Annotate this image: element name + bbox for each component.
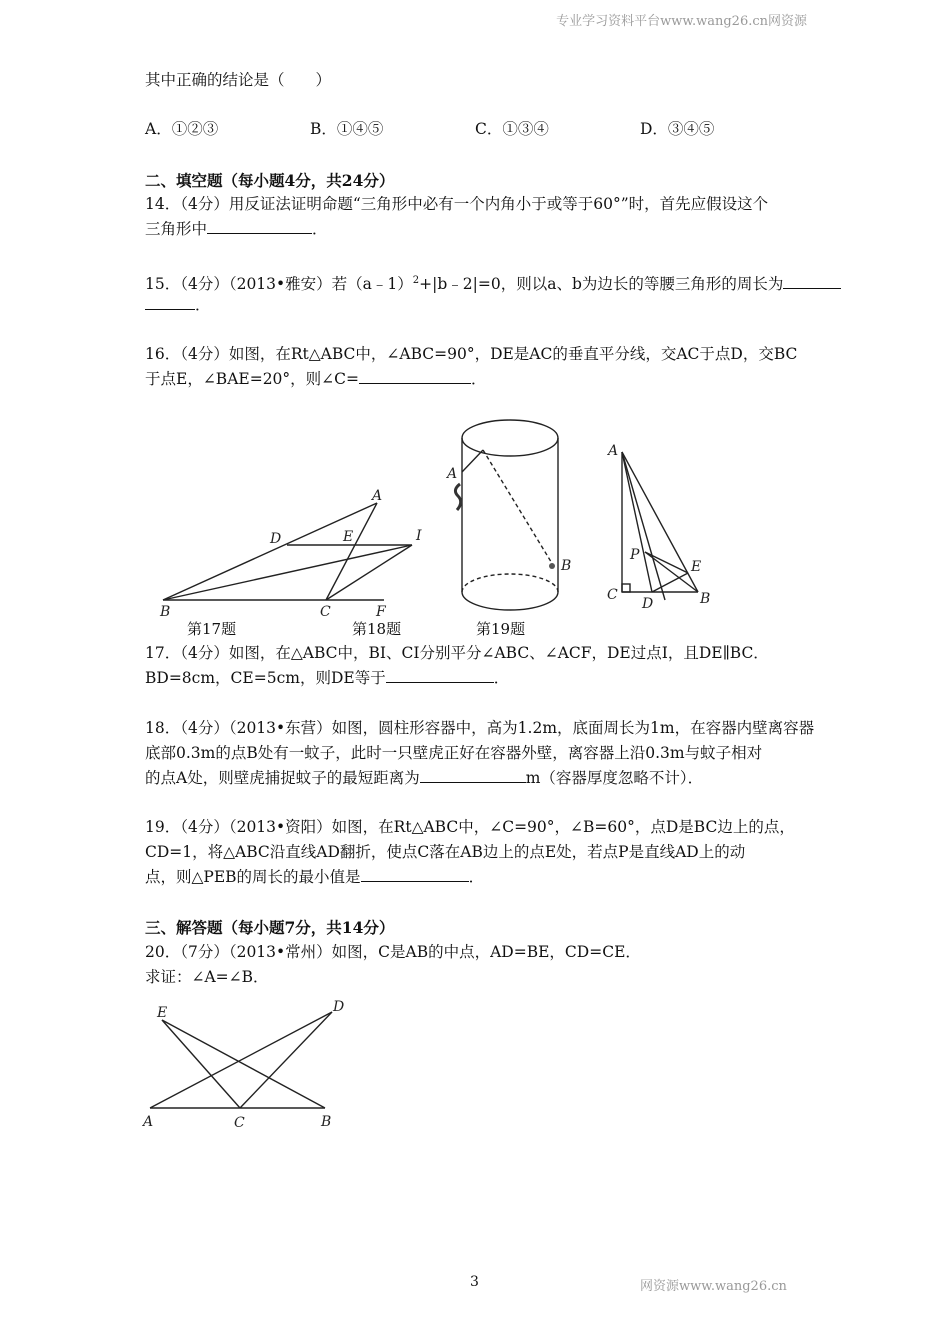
- fig17-label: E: [343, 529, 354, 545]
- fig19-label: P: [630, 547, 640, 563]
- fig17-label: D: [270, 531, 282, 547]
- fig17-line-ac: [326, 503, 377, 600]
- q14-line2-pre: 三角形中: [145, 220, 208, 238]
- q13-option-b: B．①④⑤: [310, 120, 384, 138]
- q19-line1: 19．（4分）（2013•资阳）如图，在Rt△ABC中，∠C=90°，∠B=60°，点D是BC边上的点，: [145, 818, 795, 836]
- q20-line1: 20．（7分）（2013•常州）如图，C是AB的中点，AD=BE，CD=CE．: [145, 943, 641, 961]
- fig18-label: A: [447, 466, 458, 482]
- q15-answer-blank-1[interactable]: [783, 272, 841, 289]
- q16-line2-post: ．: [471, 370, 487, 388]
- fig17-label: C: [320, 604, 331, 620]
- fig19-label: D: [642, 596, 654, 612]
- fig18-top-ellipse: [462, 420, 558, 456]
- fig19-label: C: [607, 587, 618, 603]
- fig18-label: B: [561, 558, 572, 574]
- q19-answer-blank[interactable]: [361, 865, 469, 882]
- fig20-label: B: [321, 1114, 332, 1130]
- q17-line2-post: ．: [493, 669, 510, 687]
- q17-line1: 17．（4分）如图，在△ABC中，BI、CI分别平分∠ABC、∠ACF，DE过点I，且DE∥BC．: [145, 644, 769, 662]
- fig19-label: B: [700, 591, 711, 607]
- fig17-label: F: [376, 604, 386, 620]
- q14-line2: [145, 217, 328, 242]
- figure-17: [163, 503, 412, 600]
- q18-line3-post: m（容器厚度忽略不计）．: [525, 769, 704, 787]
- gecko-icon: [455, 484, 460, 510]
- fig19-label: A: [608, 443, 619, 459]
- q19-line2: CD=1，将△ABC沿直线AD翻折，使点C落在AB边上的点E处，若点P是直线AD上的动: [145, 843, 746, 861]
- fig17-line-bi: [163, 545, 412, 600]
- fig19-line-ab: [622, 452, 698, 592]
- fig17-label: B: [160, 604, 171, 620]
- fig17-label: A: [372, 488, 383, 504]
- q15-post: +|b﹣2|=0，则以a、b为边长的等腰三角形的周长为: [419, 275, 784, 294]
- footer-watermark: 网资源www.wang26.cn: [640, 1279, 787, 1294]
- fig19-line-ad: [622, 452, 652, 592]
- figure-20: [135, 990, 355, 1135]
- q13-option-a: A．①②③: [145, 120, 219, 138]
- fig17-line-ba: [163, 503, 377, 600]
- fig19-line-ad-ext: [622, 452, 665, 600]
- q13-prompt: 其中正确的结论是（ ）: [145, 71, 332, 89]
- q19-line3-pre: 点，则△PEB的周长的最小值是: [145, 868, 361, 886]
- fig19-right-angle: [622, 584, 630, 592]
- q14-line1: 14．（4分）用反证法证明命题“三角形中必有一个内角小于或等于60°”时，首先应假设这个: [145, 195, 769, 213]
- fig17-label: I: [416, 528, 422, 544]
- q18-line2: 底部0.3m的点B处有一蚊子，此时一只壁虎正好在容器外壁，离容器上沿0.3m与蚊子相对: [145, 744, 763, 762]
- q15-pre: 15．（4分）（2013•雅安）若（a﹣1）: [145, 275, 413, 294]
- q13-option-d: D．③④⑤: [640, 120, 715, 138]
- fig18-caption: 第18题: [352, 620, 402, 638]
- fig19-label: E: [691, 559, 702, 575]
- section2-title: 二、填空题（每小题4分，共24分）: [145, 171, 395, 190]
- fig18-line-a: [462, 450, 483, 472]
- fig20-line-eb: [162, 1020, 325, 1108]
- q16-line2: [145, 367, 487, 392]
- fig20-label: A: [143, 1114, 154, 1130]
- q19-line3: [145, 865, 484, 890]
- header-watermark: 专业学习资料平台www.wang26.cn网资源: [556, 14, 807, 29]
- fig17-line-ci: [326, 545, 412, 600]
- fig20-line-ad: [150, 1012, 332, 1108]
- page-number: 3: [470, 1274, 479, 1290]
- fig20-line-cd: [240, 1012, 332, 1108]
- q18-line3: [145, 766, 703, 791]
- q14-line2-post: ．: [312, 220, 328, 238]
- figures-17-18-19: [140, 410, 720, 622]
- q18-line1: 18．（4分）（2013•东营）如图，圆柱形容器中，高为1.2m，底面周长为1m，在容器内壁离容器: [145, 719, 815, 737]
- fig17-caption: 第17题: [187, 620, 237, 638]
- q15-exponent: 2: [412, 275, 420, 286]
- q16-line1: 16．（4分）如图，在Rt△ABC中，∠ABC=90°，DE是AC的垂直平分线，交AC于点D，交BC: [145, 345, 798, 363]
- fig18-bottom-front: [462, 592, 558, 610]
- q19-line3-post: ．: [468, 868, 485, 886]
- q15-answer-blank-2[interactable]: [145, 293, 195, 310]
- fig18-bottom-back: [462, 574, 558, 592]
- q16-line2-pre: 于点E，∠BAE=20°，则∠C=: [145, 370, 359, 388]
- q18-line3-pre: 的点A处，则壁虎捕捉蚊子的最短距离为: [145, 769, 420, 787]
- q20-line2: 求证：∠A=∠B．: [145, 968, 269, 986]
- q13-option-c: C．①③④: [475, 120, 549, 138]
- fig20-label: E: [157, 1005, 168, 1021]
- fig18-dashed-path: [483, 450, 553, 565]
- q15-line2-post: ．: [195, 296, 211, 314]
- q17-line2: [145, 666, 509, 691]
- fig20-label: C: [234, 1115, 245, 1131]
- q18-answer-blank[interactable]: [420, 766, 526, 783]
- q15-line2: [145, 293, 211, 318]
- mosquito-icon: [549, 563, 555, 569]
- section3-title: 三、解答题（每小题7分，共14分）: [145, 918, 395, 937]
- q14-answer-blank[interactable]: [207, 217, 312, 234]
- q17-answer-blank[interactable]: [386, 666, 494, 683]
- q15-line1: [145, 268, 841, 297]
- figure-18: [462, 420, 558, 610]
- fig20-label: D: [333, 999, 345, 1015]
- q16-answer-blank[interactable]: [359, 367, 471, 384]
- figure-19: [622, 452, 698, 600]
- fig19-caption: 第19题: [476, 620, 526, 638]
- q17-line2-pre: BD=8cm，CE=5cm，则DE等于: [145, 669, 386, 687]
